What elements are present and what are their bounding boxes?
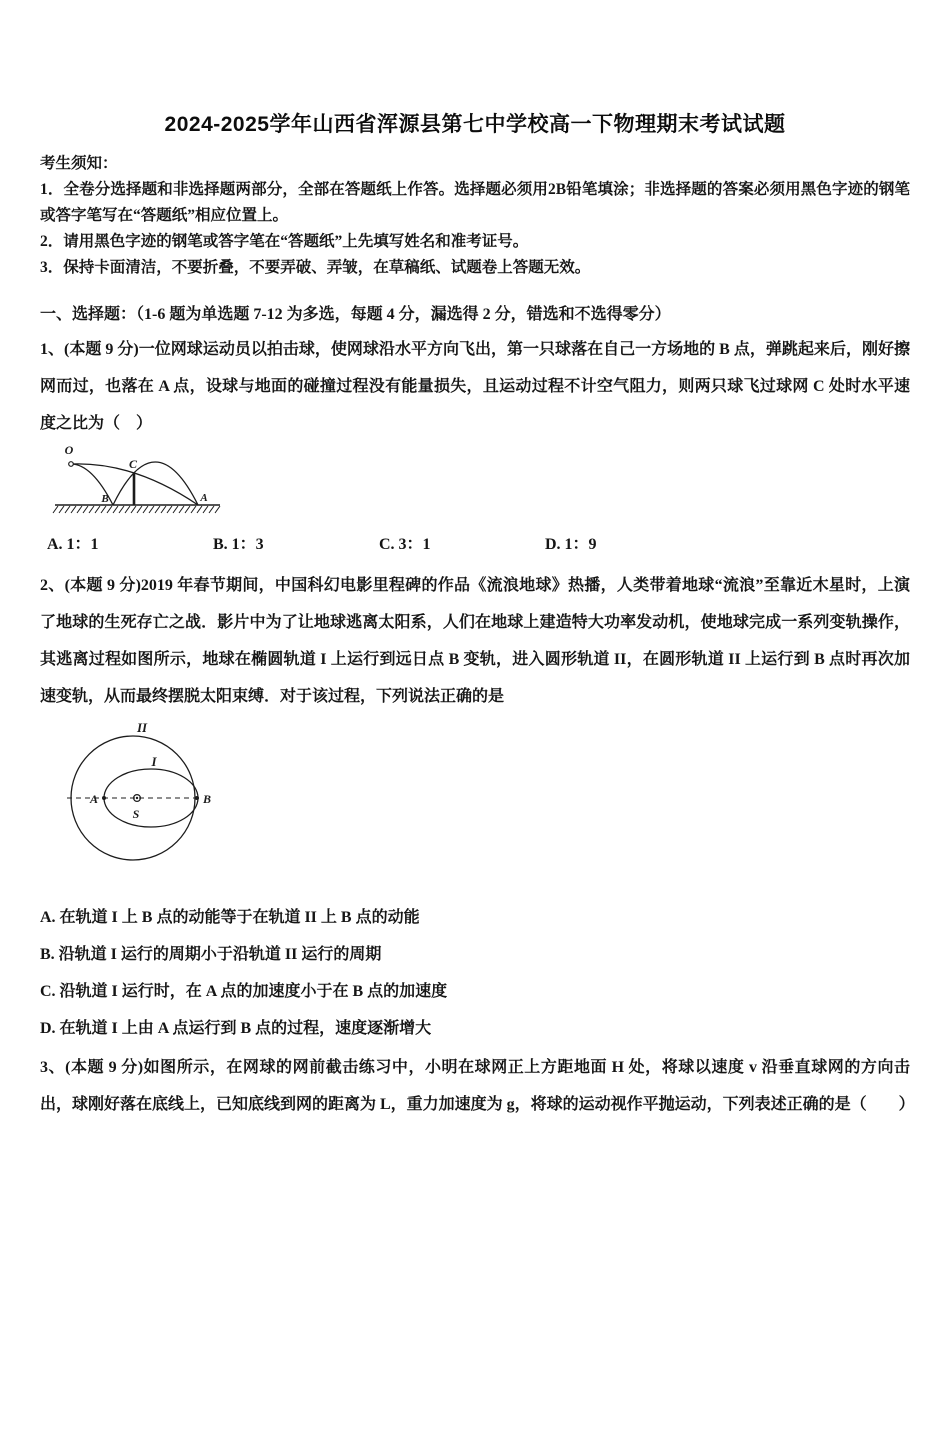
notice-section: [40, 151, 910, 281]
fig2-label-A: A: [89, 792, 99, 806]
question-1-options: [40, 533, 910, 557]
notice-item-3: 3．保持卡面清洁，不要折叠，不要弄破、弄皱，在草稿纸、试题卷上答题无效。: [40, 259, 591, 276]
point-A-dot: [102, 796, 106, 800]
q1-option-b: B. 1：3: [213, 536, 264, 553]
notice-item-1: 1．全卷分选择题和非选择题两部分，全部在答题纸上作答。选择题必须用2B铅笔填涂；非选择题的答案必须用黑色字迹的钢笔或答字笔写在“答题纸”相应位置上。: [40, 181, 910, 224]
exam-page: [0, 108, 950, 1123]
q2-option-a: A. 在轨道 I 上 B 点的动能等于在轨道 II 上 B 点的动能: [40, 909, 420, 926]
q1-option-c: C. 3：1: [379, 536, 431, 553]
fig2-label-orbit-I: I: [151, 754, 157, 769]
point-B-dot: [195, 796, 199, 800]
ground-hatching: [53, 506, 220, 513]
q2-option-d: D. 在轨道 I 上由 A 点运行到 B 点的过程，速度逐渐增大: [40, 1020, 432, 1037]
q2-option-b: B. 沿轨道 I 运行的周期小于沿轨道 II 运行的周期: [40, 946, 382, 963]
q2-option-c: C. 沿轨道 I 运行时，在 A 点的加速度小于在 B 点的加速度: [40, 983, 448, 1000]
notice-heading: 考生须知：: [40, 155, 118, 172]
fig1-label-A: A: [200, 492, 208, 504]
fig2-label-orbit-II: II: [136, 720, 148, 735]
orbit-diagram: [56, 719, 224, 871]
question-1-text: 1、(本题 9 分)一位网球运动员以拍击球，使网球沿水平方向飞出，第一只球落在自己一方场地的 B 点，弹跳起来后，刚好擦网而过，也落在 A 点，设球与地面的碰撞过程没有能量损失，且运动过程不计空气阻力，则两只球飞过球网 C 处时水平速度之比为（ ）: [40, 341, 910, 432]
fig2-label-S: S: [132, 807, 140, 821]
q1-option-a: A. 1：1: [47, 536, 99, 553]
question-2-text: 2、(本题 9 分)2019 年春节期间，中国科幻电影里程碑的作品《流浪地球》热播，人类带着地球“流浪”至靠近木星时，上演了地球的生死存亡之战．影片中为了让地球逃离太阳系，人们在地球上建造特大功率发动机，使地球完成一系列变轨操作，其逃离过程如图所示，地球在椭圆轨道 I 上运行到远日点 B 变轨，进入圆形轨道 II，在圆形轨道 II 上运行到 B 点时再次加速变轨，从而最终摆脱太阳束缚．对于该过程，下列说法正确的是: [40, 577, 910, 705]
launch-point-marker: [69, 462, 74, 467]
fig2-label-B: B: [202, 792, 212, 806]
fig1-label-O: O: [64, 443, 74, 457]
notice-item-2: 2．请用黑色字迹的钢笔或答字笔在“答题纸”上先填写姓名和准考证号。: [40, 233, 529, 250]
section-heading: 一、选择题：（1-6 题为单选题 7-12 为多选，每题 4 分，漏选得 2 分，错选和不选得零分）: [40, 306, 671, 323]
tennis-trajectory-diagram: [48, 443, 230, 525]
figure-tennis-bounce: [48, 443, 230, 530]
fig1-label-C: C: [128, 457, 138, 471]
q1-option-d: D. 1：9: [545, 536, 597, 553]
fig1-label-B: B: [101, 493, 109, 505]
question-2-options: [40, 899, 910, 1047]
question-3-text: 3、(本题 9 分)如图所示，在网球的网前截击练习中，小明在球网正上方距地面 H 处，将球以速度 v 沿垂直球网的方向击出，球刚好落在底线上，已知底线到网的距离为 L，重力加速度为 g，将球的运动视作平抛运动，下列表述正确的是（ ）: [40, 1059, 915, 1113]
figure-orbit-transfer: [56, 719, 224, 876]
exam-title: 2024-2025学年山西省浑源县第七中学校高一下物理期末考试试题: [164, 113, 786, 136]
sun-center-dot: [136, 797, 138, 799]
ball1-bounce-path: [113, 462, 198, 505]
